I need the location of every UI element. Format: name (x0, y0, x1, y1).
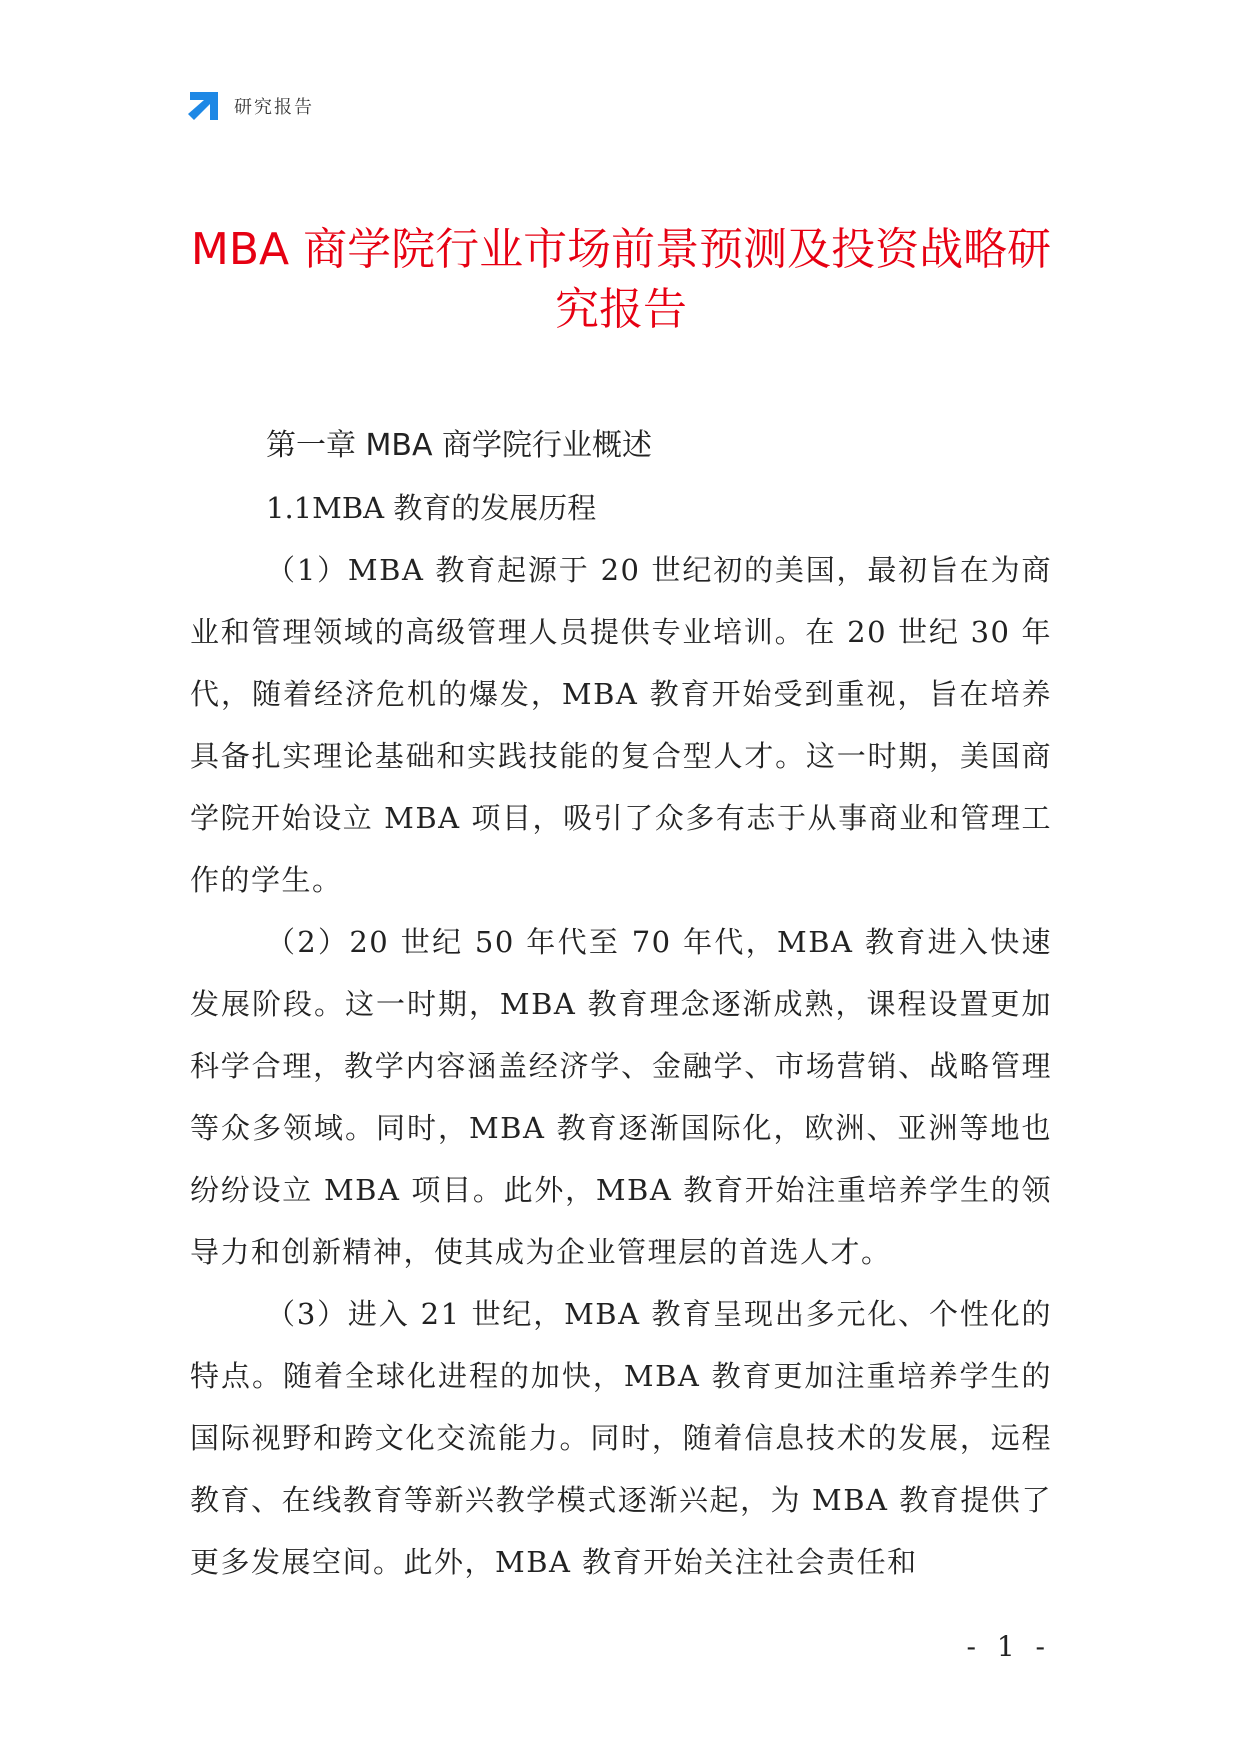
chapter-heading: 第一章 MBA 商学院行业概述 (266, 428, 653, 463)
document-body (190, 415, 1052, 1593)
paragraph-2: （2）20 世纪 50 年代至 70 年代，MBA 教育进入快速发展阶段。这一时期，MBA 教育理念逐渐成熟，课程设置更加科学合理，教学内容涵盖经济学、金融学、市场营销、战略管理等众多领域。同时，MBA 教育逐渐国际化，欧洲、亚洲等地也纷纷设立 MBA 项目。此外，MBA 教育开始注重培养学生的领导力和创新精神，使其成为企业管理层的首选人才。 (190, 925, 1052, 1269)
document-title: MBA 商学院行业市场前景预测及投资战略研究报告 (190, 224, 1052, 335)
page-number: - 1 - (966, 1630, 1051, 1663)
document-header (188, 88, 314, 124)
paragraph-1: （1）MBA 教育起源于 20 世纪初的美国，最初旨在为商业和管理领域的高级管理人员提供专业培训。在 20 世纪 30 年代，随着经济危机的爆发，MBA 教育开始受到重视，旨在培养具备扎实理论基础和实践技能的复合型人才。这一时期，美国商学院开始设立 MBA 项目，吸引了众多有志于从事商业和管理工作的学生。 (190, 553, 1052, 897)
paragraph-3: （3）进入 21 世纪，MBA 教育呈现出多元化、个性化的特点。随着全球化进程的加快，MBA 教育更加注重培养学生的国际视野和跨文化交流能力。同时，随着信息技术的发展，远程教育、在线教育等新兴教学模式逐渐兴起，为 MBA 教育提供了更多发展空间。此外，MBA 教育开始关注社会责任和 (190, 1297, 1052, 1579)
brand-arrow-icon (188, 90, 220, 122)
section-heading: 1.1MBA 教育的发展历程 (266, 491, 597, 525)
header-label: 研究报告 (234, 97, 314, 118)
